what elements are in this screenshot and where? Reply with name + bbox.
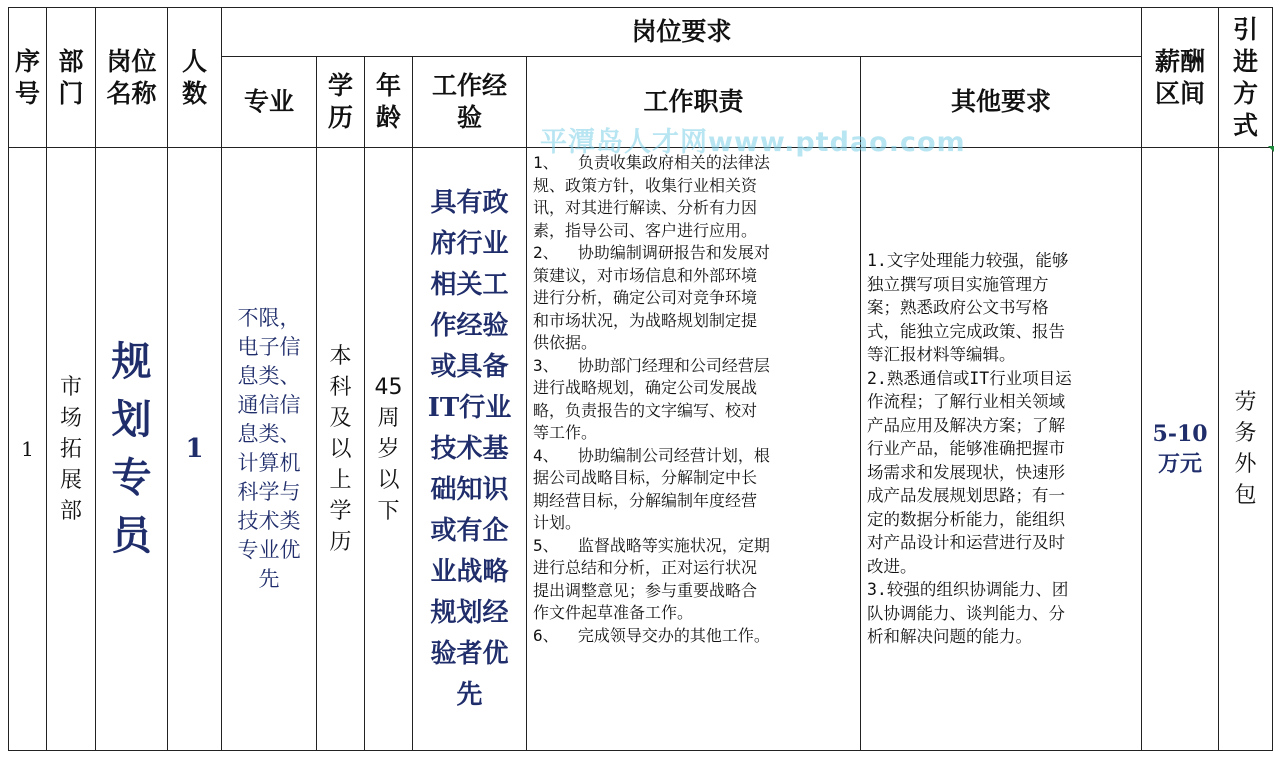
other-line: 行业产品，能够准确把握市 [867,439,1065,459]
other-line: 式，能独立完成政策、报告 [867,321,1065,341]
other-line: 2.熟悉通信或IT行业项目运 [867,368,1072,388]
duty-line: 4、 协助编制公司经营计划，根 [533,445,770,465]
header-method: 引 进 方 式 [1219,8,1273,148]
other-line: 3.较强的组织协调能力、团 [867,580,1069,600]
duty-line: 策建议，对市场信息和外部环境 [533,265,758,285]
other-line: 成产品发展规划思路；有一 [867,486,1065,506]
cell-position-title: 规 划 专 员 [96,148,168,751]
header-major: 专业 [222,57,317,148]
duty-line: 1、 负责收集政府相关的法律法 [533,153,770,172]
header-requirements: 岗位要求 [222,8,1142,57]
cell-comment-marker [1268,146,1274,152]
cell-major: 不限， 电子信 息类、 通信信 息类、 计算机 科学与 技术类 专业优 先 [222,148,317,751]
cell-education: 本 科 及 以 上 学 历 [317,148,365,751]
other-line: 定的数据分析能力，能组织 [867,509,1065,529]
duty-line: 作文件起草准备工作。 [533,603,694,622]
duty-line: 等工作。 [533,423,598,442]
header-experience: 工作经 验 [413,57,527,148]
header-dept: 部 门 [47,8,96,148]
duty-line: 规、政策方针，收集行业相关资 [533,175,758,195]
other-line: 案；熟悉政府公文书写格 [867,298,1049,318]
other-line: 改进。 [867,556,917,576]
cell-age: 45 周 岁 以 下 [365,148,413,751]
other-line: 队协调能力、谈判能力、分 [867,603,1065,623]
cell-seq: 1 [9,148,47,751]
duty-line: 供依据。 [533,333,598,352]
duty-line: 进行总结和分析，正对运行状况 [533,558,758,577]
other-line: 独立撰写项目实施管理方 [867,274,1049,294]
cell-salary: 5-10 万元 [1142,148,1219,751]
duty-line: 讯，对其进行解读、分析有力因 [533,198,758,217]
header-count: 人 数 [168,8,222,148]
header-duties: 工作职责 [527,57,861,148]
job-table [8,7,1273,751]
header-other: 其他要求 [861,57,1142,148]
duty-line: 计划。 [533,513,582,532]
header-salary: 薪酬 区间 [1142,8,1219,148]
cell-duties [527,148,861,751]
other-line: 场需求和发展现状，快速形 [867,462,1065,482]
other-line: 产品应用及解决方案；了解 [867,415,1065,435]
cell-method: 劳 务 外 包 [1219,148,1273,751]
cell-count: 1 [168,148,222,751]
header-position-name: 岗位 名称 [96,8,168,148]
duty-line: 6、 完成领导交办的其他工作。 [533,625,770,645]
other-line: 作流程；了解行业相关领域 [867,392,1065,412]
duty-line: 据公司战略目标，分解制定中长 [533,468,758,487]
duty-line: 2、 协助编制调研报告和发展对 [533,243,770,262]
other-line: 析和解决问题的能力。 [867,627,1032,647]
duty-line: 素，指导公司、客户进行应用。 [533,220,758,240]
other-line: 1.文字处理能力较强，能够 [867,251,1069,271]
other-line: 等汇报材料等编辑。 [867,345,1016,365]
duty-line: 期经营目标，分解编制年度经营 [533,490,758,510]
header-seq: 序 号 [9,8,47,148]
duty-line: 略，负责报告的文字编写、校对 [533,400,758,420]
header-education: 学 历 [317,57,365,148]
duty-line: 提出调整意见；参与重要战略合 [533,580,758,600]
table-row [9,148,1273,751]
cell-other-requirements [861,148,1142,751]
header-age: 年 龄 [365,57,413,148]
duty-line: 5、 监督战略等实施状况，定期 [533,535,770,555]
other-line: 对产品设计和运营进行及时 [867,533,1065,553]
cell-dept: 市 场 拓 展 部 [47,148,96,751]
duty-line: 3、 协助部门经理和公司经营层 [533,355,770,375]
duty-line: 和市场状况，为战略规划制定提 [533,310,758,330]
watermark: 平潭岛人才网www.ptdao.com [540,127,966,158]
duty-line: 进行战略规划，确定公司发展战 [533,378,758,397]
cell-experience: 具有政 府行业 相关工 作经验 或具备 IT行业 技术基 础知识 或有企 业战略 规划经 验者优 先 [413,148,527,751]
duty-line: 进行分析，确定公司对竞争环境 [533,288,758,307]
